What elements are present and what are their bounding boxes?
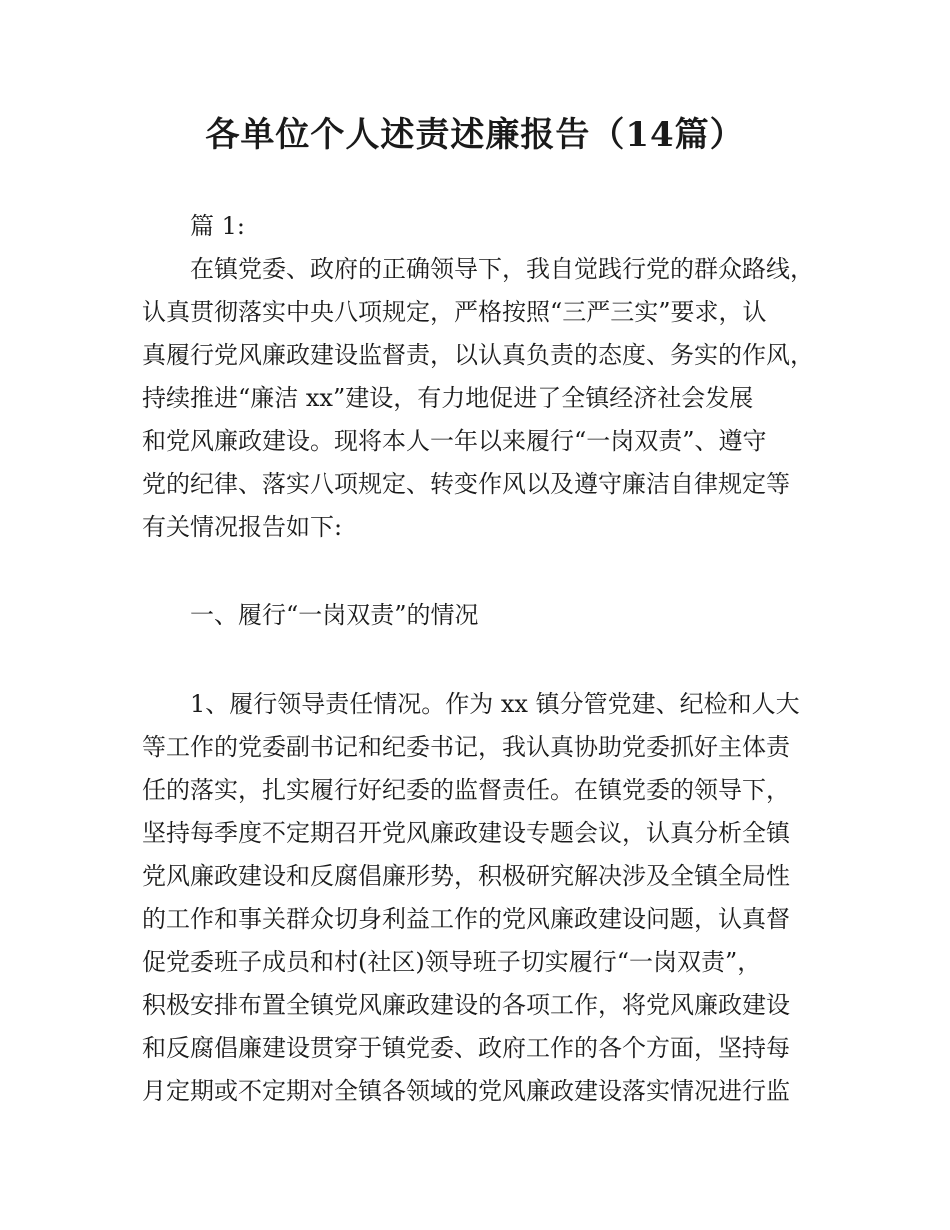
paragraph-line: 坚持每季度不定期召开党风廉政建设专题会议，认真分析全镇	[142, 819, 790, 847]
section-heading: 一、履行“一岗双责”的情况	[190, 601, 479, 629]
paragraph-line: 持续推进“廉洁 xx”建设，有力地促进了全镇经济社会发展	[142, 384, 754, 412]
paragraph-line: 和党风廉政建设。现将本人一年以来履行“一岗双责”、遵守	[142, 427, 767, 455]
paragraph-line: 任的落实，扎实履行好纪委的监督责任。在镇党委的领导下，	[142, 776, 790, 804]
paragraph-line: 等工作的党委副书记和纪委书记，我认真协助党委抓好主体责	[142, 733, 790, 761]
paragraph-line: 真履行党风廉政建设监督责，以认真负责的态度、务实的作风，	[142, 341, 814, 369]
paragraph-line: 党风廉政建设和反腐倡廉形势，积极研究解决涉及全镇全局性	[142, 862, 790, 890]
paragraph-line: 在镇党委、政府的正确领导下，我自觉践行党的群众路线，	[190, 255, 814, 283]
paragraph-line: 党的纪律、落实八项规定、转变作风以及遵守廉洁自律规定等	[142, 470, 790, 498]
paragraph-line: 和反腐倡廉建设贯穿于镇党委、政府工作的各个方面，坚持每	[142, 1034, 790, 1062]
paragraph-line: 认真贯彻落实中央八项规定，严格按照“三严三实”要求，认	[142, 298, 767, 326]
paragraph-line: 有关情况报告如下:	[142, 513, 343, 541]
paragraph-line: 促党委班子成员和村(社区)领导班子切实履行“一岗双责”，	[142, 948, 762, 976]
section-label: 篇 1:	[190, 212, 245, 240]
document-title: 各单位个人述责述廉报告（14篇）	[205, 115, 745, 155]
paragraph-line: 月定期或不定期对全镇各领域的党风廉政建设落实情况进行监	[142, 1077, 790, 1105]
paragraph-line: 积极安排布置全镇党风廉政建设的各项工作，将党风廉政建设	[142, 991, 790, 1019]
paragraph-line: 的工作和事关群众切身利益工作的党风廉政建设问题，认真督	[142, 905, 790, 933]
paragraph-line: 1、履行领导责任情况。作为 xx 镇分管党建、纪检和人大	[190, 690, 800, 718]
